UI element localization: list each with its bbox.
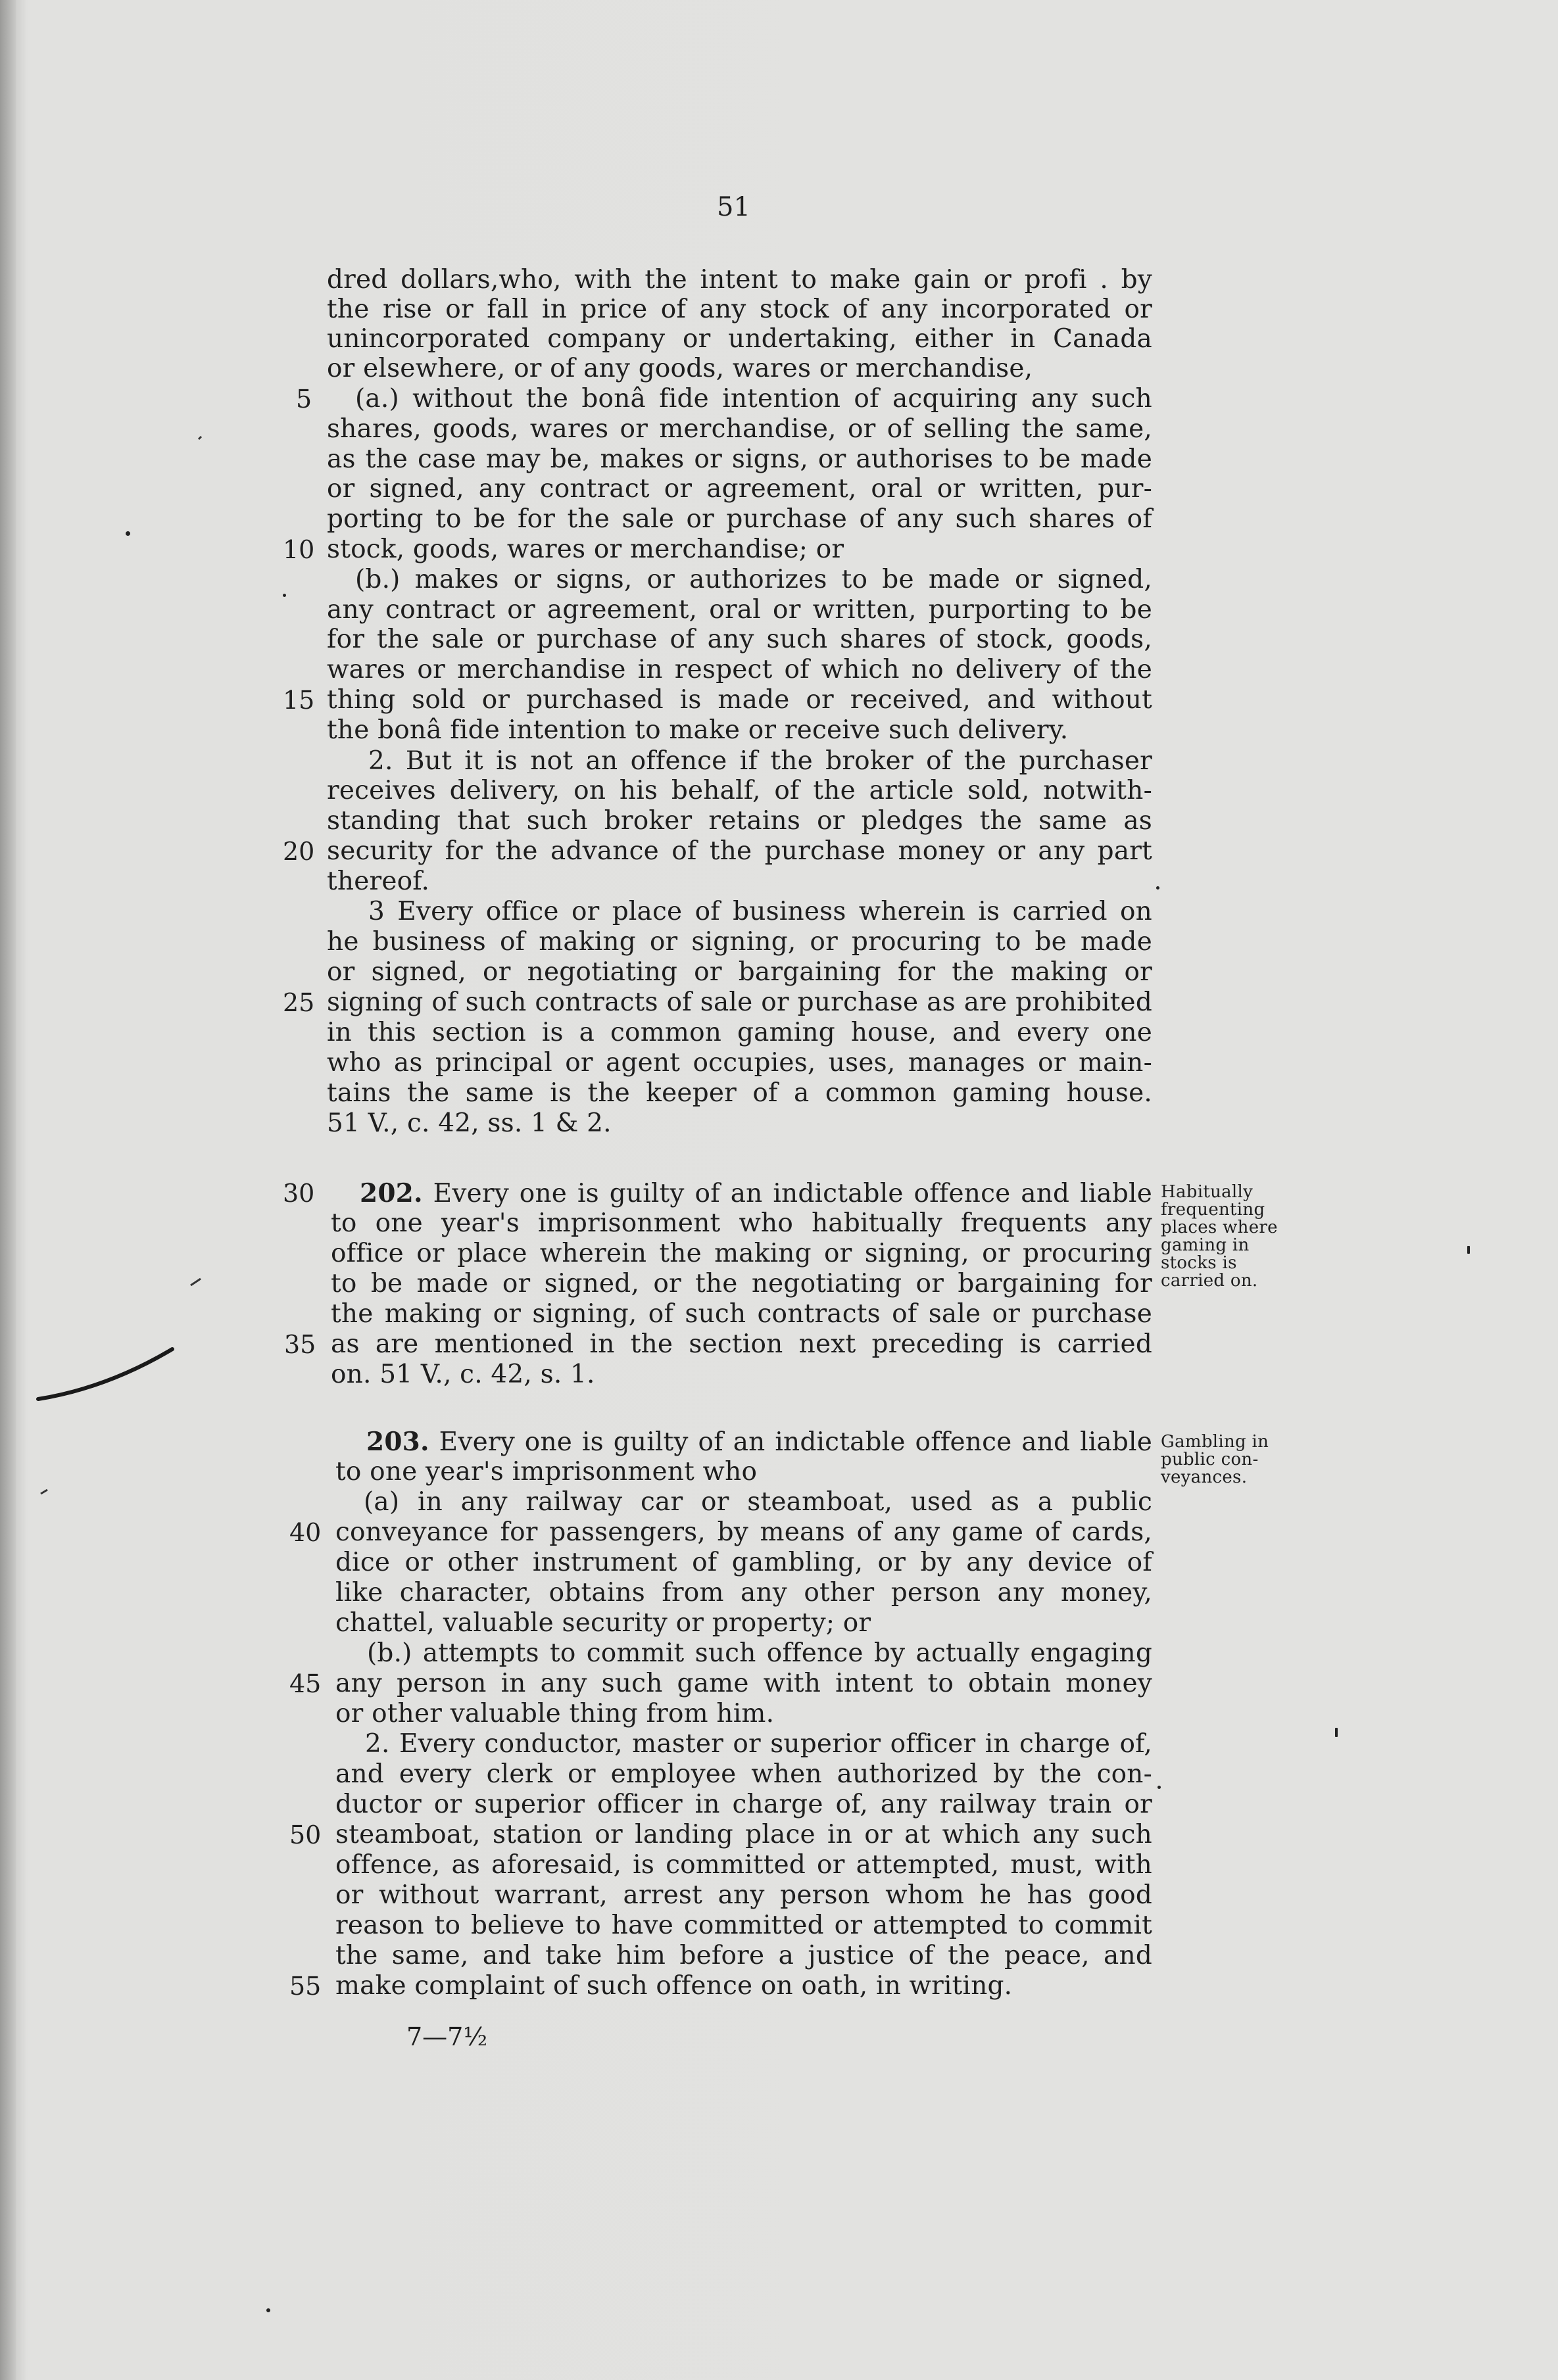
body-line: offence, as aforesaid, is committed or attempted, must, with [335, 1850, 1152, 1880]
body-line: 2. Every conductor, master or superior officer in charge of, [365, 1729, 1152, 1759]
body-line: 203. Every one is guilty of an indictable offence and liable [366, 1427, 1152, 1457]
body-line: thing sold or purchased is made or received, and without [327, 685, 1152, 715]
body-line: stock, goods, wares or merchandise; or [327, 535, 844, 564]
margin-note-line: stocks is [1161, 1253, 1237, 1273]
body-line: chattel, valuable security or property; or [335, 1608, 871, 1638]
body-line: signing of such contracts of sale or purchase as are prohibited [327, 988, 1152, 1017]
body-line: dice or other instrument of gambling, or by any device of [335, 1548, 1152, 1577]
body-line: or elsewhere, or of any goods, wares or merchandise, [327, 354, 1033, 383]
body-line: like character, obtains from any other person any money, [335, 1578, 1152, 1607]
margin-note-line: gaming in [1161, 1235, 1250, 1255]
body-line: the making or signing, of such contracts of sale or purchase [331, 1299, 1152, 1329]
signature-mark: 7—7½ [406, 2022, 488, 2051]
body-line: the same, and take him before a justice of the peace, and [335, 1941, 1152, 1970]
ink-speck [283, 594, 286, 597]
body-line: and every clerk or employee when authorized by the con- [335, 1759, 1152, 1789]
body-line: 3 Every office or place of business wherein is carried on [368, 897, 1152, 926]
line-number: 5 [296, 385, 312, 414]
margin-note-line: veyances. [1161, 1467, 1248, 1487]
body-line: or without warrant, arrest any person whom he has good [335, 1880, 1152, 1910]
line-number: 25 [283, 988, 315, 1017]
line-number: 10 [283, 535, 315, 564]
section-number: 203. [366, 1427, 429, 1457]
body-line: or signed, or negotiating or bargaining for the making or [327, 957, 1152, 987]
body-line: on. 51 V., c. 42, s. 1. [331, 1360, 595, 1389]
body-line: security for the advance of the purchase money or any part [327, 836, 1152, 866]
body-line: to be made or signed, or the negotiating or bargaining for [331, 1269, 1152, 1298]
body-line: as the case may be, makes or signs, or authorises to be made [327, 444, 1152, 474]
margin-note-line: Habitually [1161, 1182, 1254, 1202]
margin-note-line: public con- [1161, 1450, 1259, 1469]
line-number: 45 [289, 1669, 322, 1698]
body-line: receives delivery, on his behalf, of the article sold, notwith- [327, 776, 1152, 805]
ink-speck [126, 531, 130, 536]
body-line: shares, goods, wares or merchandise, or of selling the same, [327, 414, 1152, 444]
body-line: 51 V., c. 42, ss. 1 & 2. [327, 1108, 612, 1138]
body-line: to one year's imprisonment who [335, 1457, 758, 1487]
line-number: 40 [289, 1518, 322, 1547]
line-number: 15 [283, 686, 315, 715]
ink-speck [1157, 1786, 1161, 1789]
body-line: or signed, any contract or agreement, oral or written, pur- [327, 474, 1152, 504]
body-line: wares or merchandise in respect of which no delivery of the [327, 655, 1152, 684]
body-line: as are mentioned in the section next preceding is carried [331, 1329, 1152, 1359]
body-line: to one year's imprisonment who habitually frequents any [331, 1208, 1152, 1238]
body-line: reason to believe to have committed or attempted to commit [335, 1911, 1152, 1940]
margin-note-line: carried on. [1161, 1271, 1258, 1291]
line-number: 55 [289, 1972, 322, 2001]
body-line: any contract or agreement, oral or written, purporting to be [327, 595, 1152, 625]
body-line: ductor or superior officer in charge of, any railway train or [335, 1790, 1152, 1819]
margin-note-line: Gambling in [1161, 1432, 1269, 1452]
ink-speck [266, 2308, 270, 2312]
body-line: he business of making or signing, or procuring to be made [327, 927, 1152, 957]
ink-speck [1156, 886, 1159, 890]
body-line: (b.) makes or signs, or authorizes to be made or signed, [355, 565, 1152, 594]
body-line: standing that such broker retains or pledges the same as [327, 806, 1152, 836]
margin-note-line: places where [1161, 1218, 1278, 1237]
line-number: 50 [289, 1821, 322, 1849]
body-line: the bonâ fide intention to make or receive such delivery. [327, 715, 1069, 745]
body-line: porting to be for the sale or purchase of any such shares of [327, 504, 1152, 534]
body-line: dred dollars,who, with the intent to make gain or profi . by [327, 265, 1152, 295]
body-line: thereof. [327, 867, 430, 896]
body-line: for the sale or purchase of any such shares of stock, goods, [327, 625, 1152, 654]
body-line: conveyance for passengers, by means of any game of cards, [335, 1517, 1152, 1547]
page-number: 51 [717, 192, 750, 222]
body-line: in this section is a common gaming house, and every one [327, 1018, 1152, 1047]
line-number: 20 [283, 837, 315, 866]
body-line: 202. Every one is guilty of an indictable offence and liable [360, 1178, 1152, 1208]
body-line: any person in any such game with intent to obtain money [335, 1669, 1152, 1698]
line-number: 35 [284, 1330, 316, 1359]
body-line: office or place wherein the making or signing, or procuring [331, 1239, 1152, 1268]
body-line: 2. But it is not an offence if the broker of the purchaser [368, 746, 1152, 776]
body-line: (b.) attempts to commit such offence by actually engaging [367, 1638, 1152, 1668]
body-line: (a) in any railway car or steamboat, used as a public [364, 1487, 1152, 1517]
margin-note-line: frequenting [1161, 1200, 1265, 1220]
ink-speck [1335, 1728, 1338, 1737]
body-line: or other valuable thing from him. [335, 1699, 775, 1728]
body-line: make complaint of such offence on oath, in writing. [335, 1971, 1013, 2001]
body-line: tains the same is the keeper of a common gaming house. [327, 1078, 1152, 1108]
body-line: (a.) without the bonâ fide intention of acquiring any such [355, 384, 1152, 414]
line-number: 30 [283, 1179, 315, 1208]
body-line: the rise or fall in price of any stock of any incorporated or [327, 295, 1152, 324]
ink-speck [1467, 1246, 1470, 1254]
body-line: steamboat, station or landing place in or at which any such [335, 1820, 1152, 1849]
body-line: unincorporated company or undertaking, either in Canada [327, 324, 1152, 354]
body-line: who as principal or agent occupies, uses, manages or main- [327, 1048, 1152, 1078]
section-number: 202. [360, 1178, 423, 1208]
